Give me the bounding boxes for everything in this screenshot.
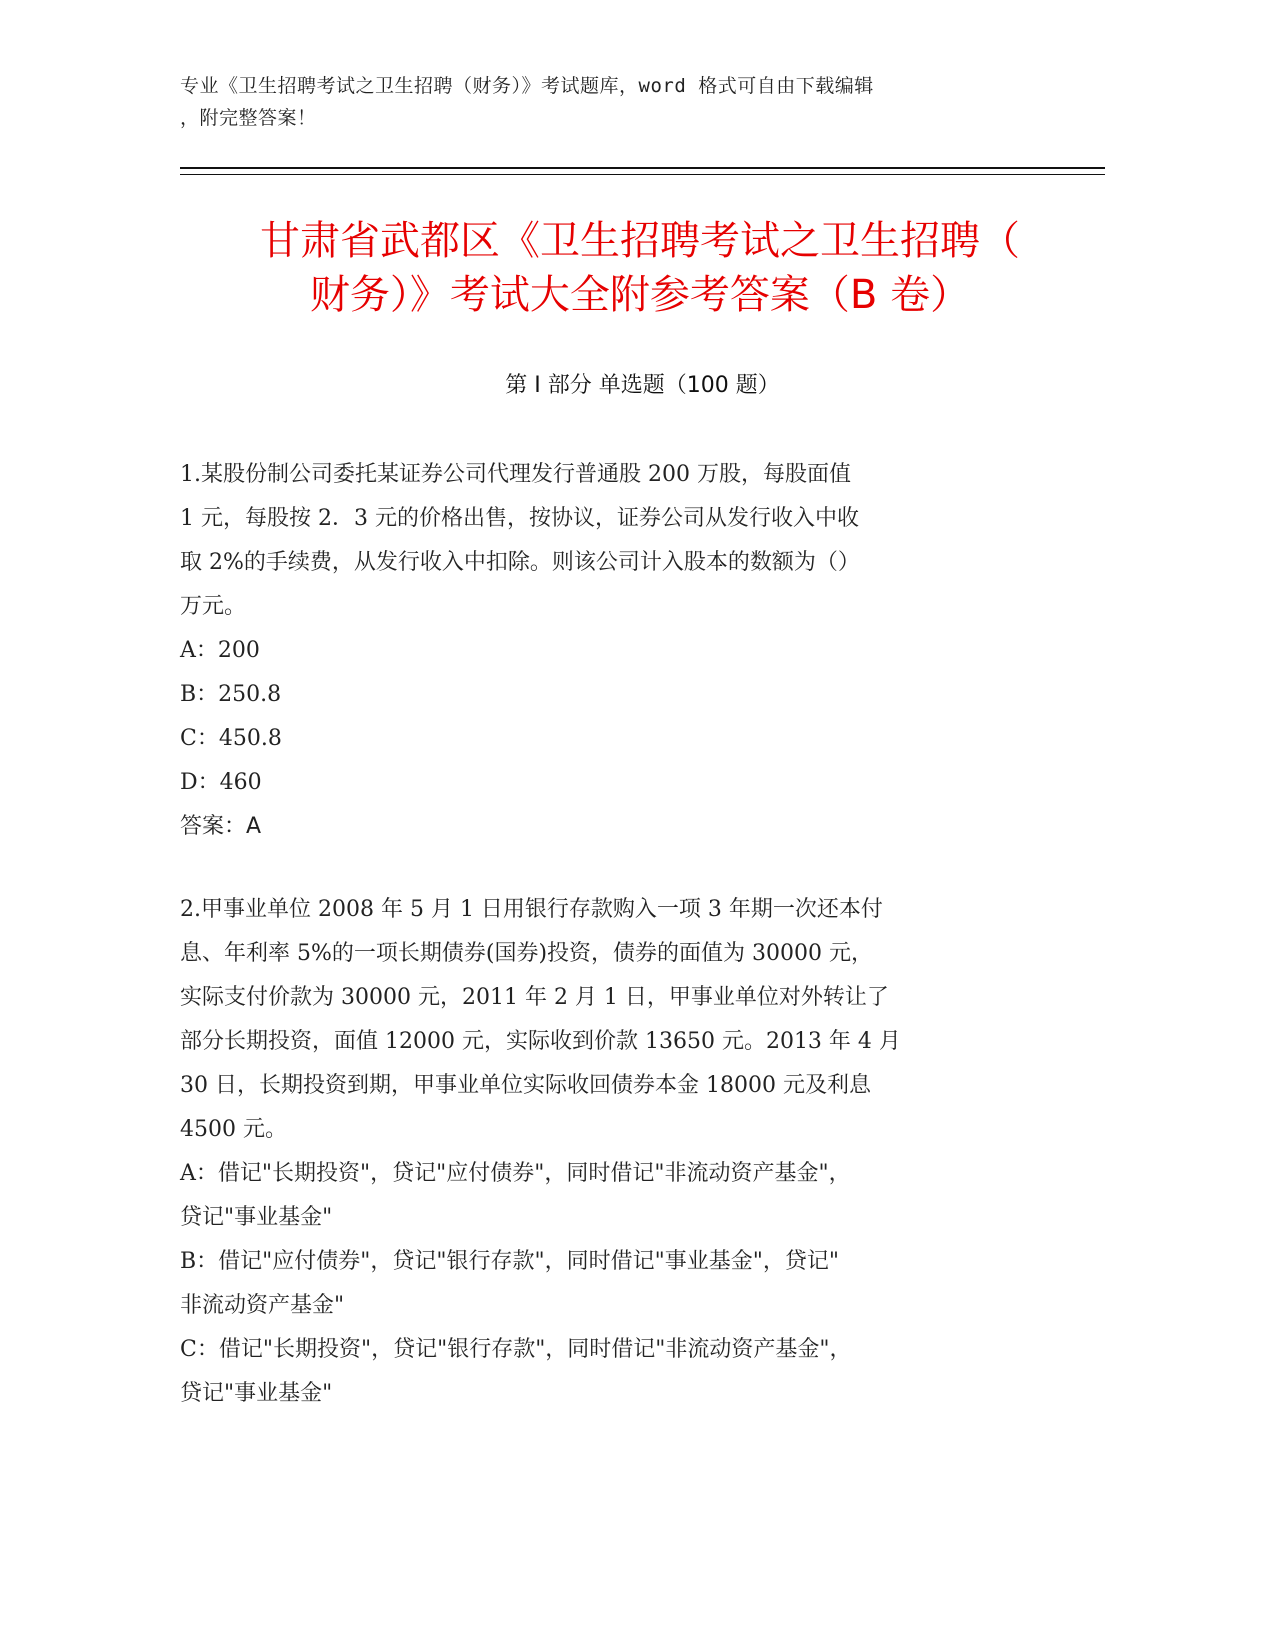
header-note-line: ，附完整答案！ — [180, 107, 317, 129]
question-stem-line: 部分长期投资，面值 12000 元，实际收到价款 13650 元。2013 年 4 月 — [180, 1029, 901, 1054]
option-c-continued: 贷记"事业基金" — [180, 1381, 333, 1406]
section-title: 第 I 部分 单选题（100 题） — [505, 373, 780, 398]
question-stem-line: 1.某股份制公司委托某证券公司代理发行普通股 200 万股，每股面值 — [180, 462, 851, 487]
question-stem-line: 30 日，长期投资到期，甲事业单位实际收回债券本金 18000 元及利息 — [180, 1073, 871, 1098]
header-divider-thin — [180, 174, 1105, 175]
header-divider-thick — [180, 167, 1105, 169]
option-c: C：450.8 — [180, 726, 282, 751]
option-b-continued: 非流动资产基金" — [180, 1293, 345, 1318]
option-a: A：借记"长期投资"，贷记"应付债券"，同时借记"非流动资产基金"， — [180, 1161, 851, 1186]
option-a-continued: 贷记"事业基金" — [180, 1205, 333, 1230]
option-b: B：借记"应付债券"，贷记"银行存款"，同时借记"事业基金"，贷记" — [180, 1249, 840, 1274]
document-title-line: 甘肃省武都区《卫生招聘考试之卫生招聘（ — [260, 218, 1020, 264]
question-stem-line: 万元。 — [180, 594, 247, 619]
option-c: C：借记"长期投资"，贷记"银行存款"，同时借记"非流动资产基金"， — [180, 1337, 852, 1362]
question-stem-line: 实际支付价款为 30000 元，2011 年 2 月 1 日，甲事业单位对外转让了 — [180, 985, 889, 1010]
question-stem-line: 1 元，每股按 2．3 元的价格出售，按协议，证券公司从发行收入中收 — [180, 506, 859, 531]
option-a: A：200 — [180, 638, 260, 663]
option-b: B：250.8 — [180, 682, 282, 707]
option-d: D：460 — [180, 770, 262, 795]
document-title — [140, 214, 1140, 322]
question-stem-line: 息、年利率 5%的一项长期债券(国券)投资，债券的面值为 30000 元， — [180, 941, 874, 966]
answer-line: 答案：A — [180, 814, 262, 839]
question-stem-line: 取 2%的手续费，从发行收入中扣除。则该公司计入股本的数额为（） — [180, 550, 860, 575]
header-note — [180, 70, 1040, 134]
document-title-line: 财务）》考试大全附参考答案（B 卷） — [309, 272, 971, 318]
question-stem-line: 4500 元。 — [180, 1117, 287, 1142]
question-stem-line: 2.甲事业单位 2008 年 5 月 1 日用银行存款购入一项 3 年期一次还本付 — [180, 897, 883, 922]
header-note-line: 专业《卫生招聘考试之卫生招聘（财务）》考试题库，word 格式可自由下载编辑 — [180, 75, 874, 97]
question-1 — [180, 453, 1030, 849]
question-2 — [180, 888, 1030, 1416]
